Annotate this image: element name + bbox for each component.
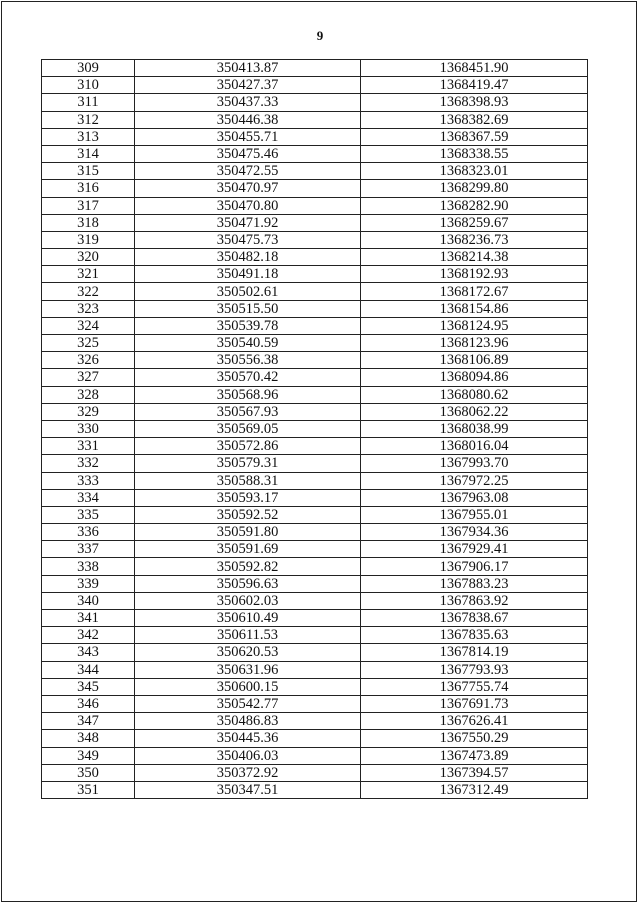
point-number-cell: 324 — [42, 317, 135, 334]
x-coordinate-cell: 350475.46 — [135, 145, 361, 162]
y-coordinate-cell: 1368123.96 — [361, 335, 588, 352]
y-coordinate-cell: 1367963.08 — [361, 489, 588, 506]
x-coordinate-cell: 350611.53 — [135, 627, 361, 644]
table-row — [42, 145, 588, 162]
point-number-cell: 339 — [42, 575, 135, 592]
table-row — [42, 524, 588, 541]
x-coordinate-cell: 350470.97 — [135, 180, 361, 197]
point-number-cell: 318 — [42, 214, 135, 231]
x-coordinate-cell: 350600.15 — [135, 678, 361, 695]
y-coordinate-cell: 1368419.47 — [361, 77, 588, 94]
x-coordinate-cell: 350591.80 — [135, 524, 361, 541]
point-number-cell: 338 — [42, 558, 135, 575]
y-coordinate-cell: 1368282.90 — [361, 197, 588, 214]
x-coordinate-cell: 350470.80 — [135, 197, 361, 214]
point-number-cell: 334 — [42, 489, 135, 506]
y-coordinate-cell: 1367755.74 — [361, 678, 588, 695]
table-row — [42, 266, 588, 283]
table-row — [42, 506, 588, 523]
x-coordinate-cell: 350347.51 — [135, 781, 361, 798]
point-number-cell: 330 — [42, 420, 135, 437]
x-coordinate-cell: 350596.63 — [135, 575, 361, 592]
coordinates-table-body — [42, 60, 588, 799]
x-coordinate-cell: 350588.31 — [135, 472, 361, 489]
point-number-cell: 335 — [42, 506, 135, 523]
table-row — [42, 386, 588, 403]
y-coordinate-cell: 1367883.23 — [361, 575, 588, 592]
x-coordinate-cell: 350570.42 — [135, 369, 361, 386]
x-coordinate-cell: 350542.77 — [135, 695, 361, 712]
point-number-cell: 344 — [42, 661, 135, 678]
page-number: 9 — [316, 28, 324, 43]
point-number-cell: 310 — [42, 77, 135, 94]
table-row — [42, 730, 588, 747]
point-number-cell: 314 — [42, 145, 135, 162]
y-coordinate-cell: 1367691.73 — [361, 695, 588, 712]
table-row — [42, 747, 588, 764]
x-coordinate-cell: 350567.93 — [135, 403, 361, 420]
y-coordinate-cell: 1367473.89 — [361, 747, 588, 764]
table-row — [42, 300, 588, 317]
table-row — [42, 231, 588, 248]
y-coordinate-cell: 1367993.70 — [361, 455, 588, 472]
point-number-cell: 309 — [42, 60, 135, 77]
table-row — [42, 627, 588, 644]
point-number-cell: 317 — [42, 197, 135, 214]
point-number-cell: 342 — [42, 627, 135, 644]
y-coordinate-cell: 1367906.17 — [361, 558, 588, 575]
point-number-cell: 325 — [42, 335, 135, 352]
table-row — [42, 317, 588, 334]
table-row — [42, 403, 588, 420]
x-coordinate-cell: 350446.38 — [135, 111, 361, 128]
x-coordinate-cell: 350455.71 — [135, 128, 361, 145]
point-number-cell: 349 — [42, 747, 135, 764]
y-coordinate-cell: 1367955.01 — [361, 506, 588, 523]
table-row — [42, 111, 588, 128]
x-coordinate-cell: 350610.49 — [135, 610, 361, 627]
point-number-cell: 343 — [42, 644, 135, 661]
x-coordinate-cell: 350482.18 — [135, 249, 361, 266]
x-coordinate-cell: 350539.78 — [135, 317, 361, 334]
x-coordinate-cell: 350540.59 — [135, 335, 361, 352]
table-row — [42, 180, 588, 197]
table-row — [42, 128, 588, 145]
x-coordinate-cell: 350620.53 — [135, 644, 361, 661]
x-coordinate-cell: 350579.31 — [135, 455, 361, 472]
x-coordinate-cell: 350631.96 — [135, 661, 361, 678]
table-row — [42, 541, 588, 558]
y-coordinate-cell: 1368214.38 — [361, 249, 588, 266]
point-number-cell: 348 — [42, 730, 135, 747]
x-coordinate-cell: 350569.05 — [135, 420, 361, 437]
point-number-cell: 351 — [42, 781, 135, 798]
point-number-cell: 346 — [42, 695, 135, 712]
y-coordinate-cell: 1368398.93 — [361, 94, 588, 111]
x-coordinate-cell: 350593.17 — [135, 489, 361, 506]
point-number-cell: 326 — [42, 352, 135, 369]
y-coordinate-cell: 1368106.89 — [361, 352, 588, 369]
y-coordinate-cell: 1368323.01 — [361, 163, 588, 180]
y-coordinate-cell: 1368094.86 — [361, 369, 588, 386]
x-coordinate-cell: 350515.50 — [135, 300, 361, 317]
table-row — [42, 77, 588, 94]
table-row — [42, 558, 588, 575]
y-coordinate-cell: 1367814.19 — [361, 644, 588, 661]
x-coordinate-cell: 350475.73 — [135, 231, 361, 248]
table-row — [42, 678, 588, 695]
y-coordinate-cell: 1367793.93 — [361, 661, 588, 678]
x-coordinate-cell: 350486.83 — [135, 713, 361, 730]
y-coordinate-cell: 1368338.55 — [361, 145, 588, 162]
table-row — [42, 644, 588, 661]
table-row — [42, 438, 588, 455]
table-row — [42, 592, 588, 609]
x-coordinate-cell: 350437.33 — [135, 94, 361, 111]
x-coordinate-cell: 350568.96 — [135, 386, 361, 403]
y-coordinate-cell: 1368172.67 — [361, 283, 588, 300]
table-row — [42, 283, 588, 300]
x-coordinate-cell: 350406.03 — [135, 747, 361, 764]
y-coordinate-cell: 1367626.41 — [361, 713, 588, 730]
point-number-cell: 333 — [42, 472, 135, 489]
table-row — [42, 163, 588, 180]
x-coordinate-cell: 350491.18 — [135, 266, 361, 283]
point-number-cell: 316 — [42, 180, 135, 197]
y-coordinate-cell: 1368192.93 — [361, 266, 588, 283]
table-row — [42, 661, 588, 678]
y-coordinate-cell: 1368124.95 — [361, 317, 588, 334]
y-coordinate-cell: 1367838.67 — [361, 610, 588, 627]
table-row — [42, 713, 588, 730]
x-coordinate-cell: 350472.55 — [135, 163, 361, 180]
table-row — [42, 575, 588, 592]
y-coordinate-cell: 1367394.57 — [361, 764, 588, 781]
point-number-cell: 327 — [42, 369, 135, 386]
table-row — [42, 472, 588, 489]
point-number-cell: 332 — [42, 455, 135, 472]
y-coordinate-cell: 1368367.59 — [361, 128, 588, 145]
x-coordinate-cell: 350445.36 — [135, 730, 361, 747]
point-number-cell: 320 — [42, 249, 135, 266]
point-number-cell: 323 — [42, 300, 135, 317]
point-number-cell: 321 — [42, 266, 135, 283]
point-number-cell: 322 — [42, 283, 135, 300]
table-row — [42, 455, 588, 472]
point-number-cell: 315 — [42, 163, 135, 180]
x-coordinate-cell: 350592.82 — [135, 558, 361, 575]
x-coordinate-cell: 350427.37 — [135, 77, 361, 94]
y-coordinate-cell: 1367929.41 — [361, 541, 588, 558]
table-row — [42, 214, 588, 231]
point-number-cell: 331 — [42, 438, 135, 455]
x-coordinate-cell: 350592.52 — [135, 506, 361, 523]
x-coordinate-cell: 350502.61 — [135, 283, 361, 300]
y-coordinate-cell: 1368236.73 — [361, 231, 588, 248]
y-coordinate-cell: 1368382.69 — [361, 111, 588, 128]
point-number-cell: 312 — [42, 111, 135, 128]
table-row — [42, 60, 588, 77]
y-coordinate-cell: 1368016.04 — [361, 438, 588, 455]
point-number-cell: 311 — [42, 94, 135, 111]
y-coordinate-cell: 1368154.86 — [361, 300, 588, 317]
point-number-cell: 341 — [42, 610, 135, 627]
coordinates-table — [41, 59, 588, 799]
table-row — [42, 249, 588, 266]
table-row — [42, 695, 588, 712]
point-number-cell: 328 — [42, 386, 135, 403]
y-coordinate-cell: 1368299.80 — [361, 180, 588, 197]
x-coordinate-cell: 350372.92 — [135, 764, 361, 781]
table-row — [42, 335, 588, 352]
point-number-cell: 350 — [42, 764, 135, 781]
point-number-cell: 313 — [42, 128, 135, 145]
y-coordinate-cell: 1368038.99 — [361, 420, 588, 437]
point-number-cell: 337 — [42, 541, 135, 558]
y-coordinate-cell: 1367835.63 — [361, 627, 588, 644]
y-coordinate-cell: 1368259.67 — [361, 214, 588, 231]
table-row — [42, 489, 588, 506]
x-coordinate-cell: 350572.86 — [135, 438, 361, 455]
x-coordinate-cell: 350471.92 — [135, 214, 361, 231]
table-row — [42, 610, 588, 627]
point-number-cell: 336 — [42, 524, 135, 541]
y-coordinate-cell: 1367863.92 — [361, 592, 588, 609]
y-coordinate-cell: 1367312.49 — [361, 781, 588, 798]
y-coordinate-cell: 1368080.62 — [361, 386, 588, 403]
point-number-cell: 329 — [42, 403, 135, 420]
point-number-cell: 340 — [42, 592, 135, 609]
x-coordinate-cell: 350591.69 — [135, 541, 361, 558]
y-coordinate-cell: 1368062.22 — [361, 403, 588, 420]
x-coordinate-cell: 350413.87 — [135, 60, 361, 77]
table-row — [42, 369, 588, 386]
table-row — [42, 352, 588, 369]
y-coordinate-cell: 1367934.36 — [361, 524, 588, 541]
table-row — [42, 764, 588, 781]
point-number-cell: 345 — [42, 678, 135, 695]
y-coordinate-cell: 1367550.29 — [361, 730, 588, 747]
table-row — [42, 420, 588, 437]
table-row — [42, 197, 588, 214]
point-number-cell: 347 — [42, 713, 135, 730]
y-coordinate-cell: 1367972.25 — [361, 472, 588, 489]
point-number-cell: 319 — [42, 231, 135, 248]
x-coordinate-cell: 350602.03 — [135, 592, 361, 609]
x-coordinate-cell: 350556.38 — [135, 352, 361, 369]
y-coordinate-cell: 1368451.90 — [361, 60, 588, 77]
table-row — [42, 94, 588, 111]
table-row — [42, 781, 588, 798]
